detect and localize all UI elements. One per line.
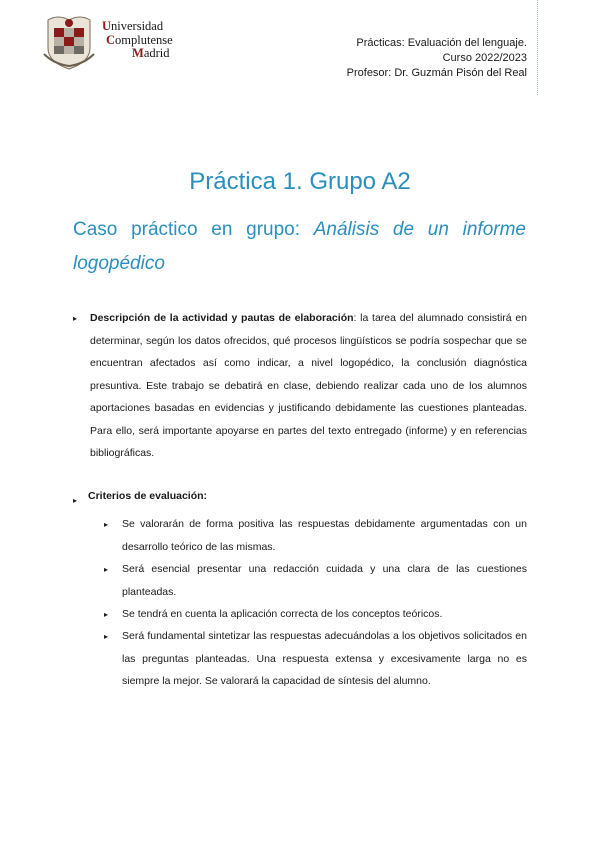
criteria-item: Será esencial presentar una redacción cuidada y una clara de las cuestiones planteadas. bbox=[122, 563, 527, 598]
criteria-sub-bullet-icon: ▸ bbox=[104, 565, 109, 574]
logo-initial-c: C bbox=[106, 32, 116, 47]
activity-text: : la tarea del alumnado consistirá en determinar, según los datos ofrecidos, qué procesos lingüísticos se podría sospechar que se encuentran afectados así como indicar, a nivel logopédico, la conclusión diagnóstica presuntiva. Este trabajo se debatirá en clase, debiendo realizar cada uno de los alumnos aportaciones basadas en evidencias y justificando debidamente las cuestiones planteadas. Para ello, será importante apoyarse en partes del texto entregado (informe) y en referencias bibliográficas. bbox=[90, 312, 528, 459]
header-course-title: Prácticas: Evaluación del lenguaje. bbox=[356, 37, 527, 49]
header-course-info bbox=[347, 36, 527, 81]
page-subtitle bbox=[73, 213, 526, 281]
logo-line-3: adrid bbox=[143, 46, 170, 60]
activity-bullet-icon: ▸ bbox=[73, 314, 78, 323]
page-edge-guide bbox=[537, 0, 538, 95]
logo-line-1: niversidad bbox=[111, 19, 164, 33]
criteria-item: Se valorarán de forma positiva las respuestas debidamente argumentadas con un desarrollo teórico de las mismas. bbox=[122, 518, 527, 553]
criteria-item: Será fundamental sintetizar las respuestas adecuándolas a los objetivos solicitados en las preguntas planteadas. Una respuesta extensa y excesivamente larga no es siempre la mejor. Se valorará la capacidad de síntesis del alumno. bbox=[122, 630, 527, 687]
university-crest-icon bbox=[40, 14, 98, 70]
subtitle-prefix: Caso práctico en grupo: bbox=[73, 219, 314, 240]
logo-initial-u: U bbox=[102, 19, 112, 33]
university-logo bbox=[40, 14, 180, 70]
criteria-bullet-icon: ▸ bbox=[73, 496, 78, 505]
criteria-sub-bullet-icon: ▸ bbox=[104, 610, 109, 619]
criteria-sub-bullet-icon: ▸ bbox=[104, 632, 109, 641]
criteria-sub-bullet-icon: ▸ bbox=[104, 520, 109, 529]
page-title: Práctica 1. Grupo A2 bbox=[189, 168, 411, 195]
header-academic-year: Curso 2022/2023 bbox=[442, 52, 527, 64]
university-name bbox=[102, 20, 173, 61]
activity-description bbox=[90, 307, 527, 465]
logo-line-2: omplutense bbox=[115, 32, 173, 47]
criteria-item: Se tendrá en cuenta la aplicación correcta de los conceptos teóricos. bbox=[122, 608, 443, 620]
logo-initial-m: M bbox=[132, 46, 144, 60]
criteria-heading: Criterios de evaluación: bbox=[88, 490, 208, 502]
activity-label: Descripción de la actividad y pautas de elaboración bbox=[90, 312, 354, 324]
subtitle-emphasis: Análisis de un informe logopédico bbox=[73, 219, 526, 274]
header-professor: Profesor: Dr. Guzmán Pisón del Real bbox=[346, 67, 527, 79]
